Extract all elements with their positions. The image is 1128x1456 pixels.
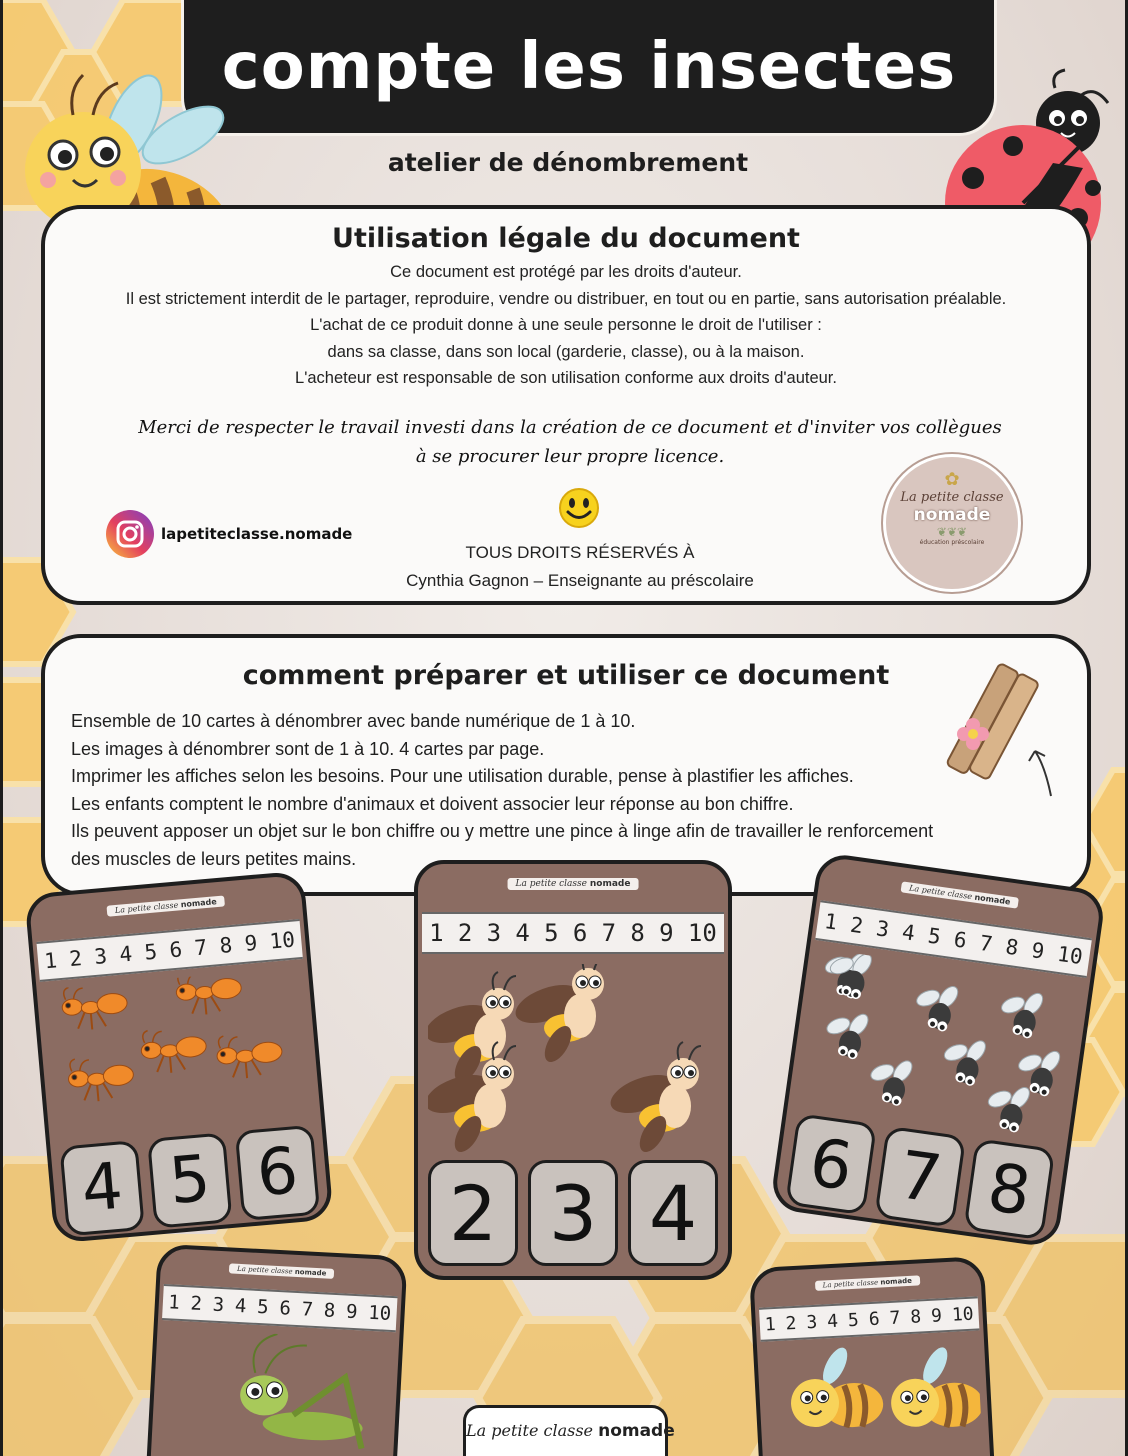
card-brand-script: La petite classe [822,1278,879,1290]
answer-choice[interactable]: 8 [963,1138,1055,1240]
strip-number: 7 [978,930,995,957]
instruction-line: Imprimer les affiches selon les besoins. Pour une utilisation durable, pense à plastifier les affiches. [71,766,854,786]
strip-number: 6 [868,1308,881,1330]
instagram-handle: lapetiteclasse.nomade [161,525,353,543]
instruction-line: des muscles de leurs petites mains. [71,848,357,869]
strip-number: 7 [193,935,209,961]
strip-number: 6 [952,927,969,953]
footer-brand-script: La petite classe [466,1421,593,1440]
instruction-line: Ils peuvent apposer un objet sur le bon chiffre ou y mettre une pince à linge afin de travailler le renforcement [71,821,934,841]
answer-choice[interactable]: 4 [59,1140,145,1236]
instruction-line: Les images à dénombrer sont de 1 à 10. 4 cartes par page. [71,738,545,759]
strip-number: 8 [630,919,645,947]
instruction-line: Les enfants comptent le nombre d'animaux et doivent associer leur réponse au bon chiffre. [71,793,794,814]
strip-number: 3 [486,919,502,947]
strip-number: 5 [143,939,159,965]
counting-card-bees-partial [749,1256,996,1456]
instructions-panel [41,634,1091,896]
card-brand-script: La petite classe [236,1264,293,1276]
strip-number: 10 [268,927,296,954]
strip-number: 1 [429,919,444,947]
card-brand-bold: nomade [880,1276,913,1287]
strip-number: 3 [93,943,109,969]
rights-notice [345,539,815,595]
strip-number: 1 [822,909,839,935]
strip-number: 4 [900,919,917,946]
legal-usage-panel [41,205,1091,605]
strip-number: 2 [785,1312,797,1334]
strip-number: 3 [805,1311,818,1333]
page-subtitle: atelier de dénombrement [387,148,749,177]
card-brand-bold: nomade [180,897,218,910]
strip-number: 2 [68,946,84,972]
strip-number: 9 [659,919,674,947]
strip-number: 6 [168,937,184,963]
page-title: compte les insectes [221,29,957,104]
strip-number: 10 [687,919,717,947]
logo-script: La petite classe [900,490,1004,505]
legal-line: L'achat de ce produit donne à une seule personne le droit de l'utiliser : [310,316,822,334]
answer-choice[interactable]: 4 [628,1160,718,1266]
strip-number: 7 [301,1298,314,1321]
strip-number: 3 [212,1293,225,1317]
number-strip [422,912,724,954]
strip-number: 3 [874,916,891,942]
strip-number: 4 [234,1294,247,1318]
strip-number: 4 [515,919,530,947]
strip-number: 1 [43,948,59,974]
thanks-message [85,413,1055,471]
card-brand [814,1275,920,1291]
counting-card-grasshopper [144,1244,407,1456]
brand-logo [883,454,1021,592]
card-brand-bold: nomade [973,892,1011,907]
instagram-link[interactable] [105,509,352,559]
card-brand [508,878,639,890]
strip-number: 8 [323,1299,336,1322]
strip-number: 8 [218,932,234,958]
firefly-group-icon [428,964,718,1154]
grasshopper-icon [191,1330,377,1456]
answer-choice[interactable]: 6 [235,1125,321,1221]
legal-line: dans sa classe, dans son local (garderie, classe), ou à la maison. [327,342,805,361]
strip-number: 6 [278,1297,292,1320]
strip-number: 8 [1004,934,1020,961]
ant-group-icon [57,967,308,1127]
bee-pair-icon [772,1338,982,1456]
strip-number: 9 [345,1300,359,1324]
card-brand-script: La petite classe [515,879,587,889]
rights-label: TOUS DROITS RÉSERVÉS À [465,543,695,562]
counting-card-ants [24,870,333,1243]
legal-line: Il est strictement interdit de le partager, reproduire, vendre ou distribuer, en tout ou en partie, sans autorisation préalable. [125,289,1007,308]
fly-group-icon [803,949,1083,1144]
strip-number: 2 [848,912,865,939]
card-brand-script: La petite classe [114,900,179,916]
answer-choice[interactable]: 5 [147,1132,233,1228]
strip-number: 10 [1055,941,1085,970]
strip-number: 1 [764,1313,777,1336]
flower-icon: ✿ [944,469,960,490]
instructions-text [71,708,1051,873]
strip-number: 9 [243,930,259,956]
strip-number: 4 [118,941,134,967]
counting-card-flies [769,852,1106,1249]
instructions-heading: comment préparer et utiliser ce document [242,660,890,691]
card-brand [106,895,225,916]
legal-heading: Utilisation légale du document [332,223,800,254]
strip-number: 9 [1029,938,1046,964]
footer-brand [463,1405,675,1456]
card-brand-bold: nomade [294,1267,327,1278]
strip-number: 5 [926,923,943,950]
thanks-line: à se procurer leur propre licence. [415,446,725,467]
strip-number: 2 [457,919,473,947]
author-name: Cynthia Gagnon – Enseignante au préscolaire [406,571,754,590]
number-strip [162,1284,398,1332]
legal-line: L'acheteur est responsable de son utilisation conforme aux droits d'auteur. [295,369,837,387]
strip-number: 7 [601,919,617,947]
strip-number: 9 [930,1304,943,1327]
card-brand [901,881,1020,908]
instruction-line: Ensemble de 10 cartes à dénombrer avec bande numérique de 1 à 10. [71,711,636,731]
smiley-icon [558,487,600,529]
clothespin-icon [943,656,1063,801]
strip-number: 10 [951,1303,975,1326]
answer-choice[interactable]: 6 [785,1113,877,1215]
legal-text [45,259,1087,392]
strip-number: 4 [826,1310,839,1332]
strip-number: 5 [256,1295,270,1319]
answer-choice[interactable]: 2 [428,1160,518,1266]
card-brand-script: La petite classe [908,883,973,902]
legal-line: Ce document est protégé par les droits d'auteur. [390,263,742,281]
strip-number: 2 [189,1292,203,1316]
strip-number: 8 [909,1305,922,1328]
logo-bold: nomade [913,505,991,525]
leaf-icon: ❦❦❦ [936,525,968,539]
strip-number: 5 [847,1309,860,1331]
answer-choices [50,1124,329,1237]
answer-choice[interactable]: 3 [528,1160,618,1266]
thanks-line: Merci de respecter le travail investi dans la création de ce document et d'inviter vos collègues [138,417,1002,438]
strip-number: 10 [367,1301,392,1325]
counting-card-bees [414,860,732,1280]
answer-choice[interactable]: 7 [874,1126,966,1228]
strip-number: 6 [572,919,588,947]
card-brand-bold: nomade [589,879,631,889]
strip-number: 1 [167,1291,181,1314]
strip-number: 7 [888,1306,901,1329]
title-banner [181,0,997,136]
footer-brand-bold: nomade [598,1421,675,1441]
strip-number: 5 [544,919,559,947]
logo-tagline: éducation préscolaire [919,539,985,546]
number-strip [759,1296,979,1341]
answer-choices [418,1160,728,1266]
card-brand [229,1263,335,1279]
instagram-icon [105,509,155,559]
